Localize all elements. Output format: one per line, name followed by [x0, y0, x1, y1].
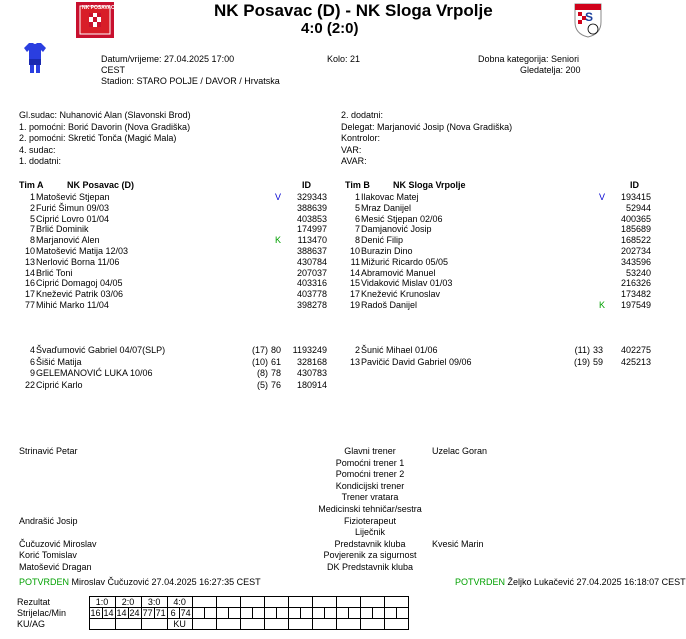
captain-marker: K [599, 300, 606, 310]
player-id: 388639 [296, 202, 327, 213]
player-number: 1 [354, 192, 360, 202]
home-staff-name: Strinavić Petar [19, 446, 78, 456]
player-id: 207037 [296, 267, 327, 278]
away-logo-text: S [585, 10, 594, 24]
home-confirm-status: POTVRDEN [19, 577, 70, 587]
official-left-line: 1. pomoćni: Borić Davorin (Nova Gradiška) [19, 121, 191, 132]
ku-cell [360, 619, 384, 630]
sub-replaced: (8) [257, 368, 268, 379]
player-number: 6 [354, 213, 360, 224]
shooter-minute-cell [288, 608, 300, 619]
player-number: 16 [24, 278, 35, 289]
home-staff-name: Andrašić Josip [19, 515, 78, 526]
player-name: Ilakovac Matej [361, 192, 419, 202]
sub-number: 4 [29, 345, 35, 355]
sub-id: 328168 [296, 356, 327, 367]
shooter-minute-cell: 16 [90, 608, 101, 618]
shooter-minute-cell [192, 608, 204, 619]
official-left-line: 2. pomoćni: Skretić Tonča (Magić Mala) [19, 133, 177, 143]
player-name: Brlić Dominik [36, 224, 89, 235]
staff-role: Predstavnik kluba [334, 538, 406, 549]
ku-cell [336, 619, 360, 630]
sub-name: Švaďumović Gabriel 04/07(SLP) [36, 345, 166, 355]
sub-number: 2 [354, 345, 360, 355]
sub-number: 13 [349, 356, 360, 367]
sub-minute: 78 [270, 368, 281, 379]
away-confirm-text: Željko Lukačević 27.04.2025 16:18:07 CEST [507, 577, 686, 587]
sub-name: Šišić Matija [36, 356, 82, 367]
player-id: 403316 [296, 278, 327, 289]
sub-name: Pavičić David Gabriel 09/06 [361, 356, 472, 367]
shooter-minute-cell [348, 608, 360, 619]
shooter-minute-cell [336, 608, 348, 619]
player-name: Ciprić Lovro 01/04 [36, 213, 110, 224]
official-right-line: Kontrolor: [341, 133, 381, 143]
player-id: 430784 [296, 256, 327, 267]
staff-role: Liječnik [354, 527, 385, 538]
player-number: 8 [354, 235, 360, 246]
staff-role: Kondicijski trener [335, 480, 405, 491]
sub-number: 6 [29, 356, 35, 367]
results-grid [17, 596, 409, 630]
shooter-minute-cell [216, 608, 228, 619]
result-score-cell [336, 597, 360, 608]
player-id: 53240 [625, 267, 651, 278]
shooter-minute-cell [396, 608, 408, 619]
player-id: 329343 [296, 192, 327, 202]
sub-id: 1193249 [292, 345, 327, 355]
player-number: 77 [24, 300, 35, 310]
match-timezone: CEST [101, 65, 126, 75]
official-right-line: VAR: [341, 144, 362, 155]
match-datetime: Datum/vrijeme: 27.04.2025 17:00 [101, 54, 235, 64]
match-score: 4:0 (2:0) [301, 20, 359, 37]
goalkeeper-marker: V [599, 192, 606, 202]
ku-cell [312, 619, 336, 630]
player-id: 113470 [297, 235, 327, 246]
away-staff-name: Uzelac Goran [432, 446, 488, 456]
player-name: Nerlović Borna 11/06 [36, 256, 120, 267]
official-left-line: 4. sudac: [19, 144, 56, 155]
result-score-cell [288, 597, 312, 608]
player-number: 7 [354, 224, 360, 235]
shooter-minute-cell [204, 608, 216, 619]
shooter-minute-cell [276, 608, 288, 619]
staff-role: Pomoćni trener 2 [335, 469, 405, 480]
player-id: 403778 [296, 289, 327, 300]
result-score-cell: 1:0 [89, 597, 115, 608]
player-number: 10 [24, 246, 35, 256]
player-id: 388637 [296, 246, 327, 256]
player-id: 52944 [625, 202, 651, 213]
player-id: 185689 [620, 224, 651, 235]
player-name: Brlić Toni [36, 267, 73, 278]
player-name: Mihić Marko 11/04 [36, 300, 109, 310]
shooter-minute-cell [252, 608, 264, 619]
player-name: Damjanović Josip [361, 224, 432, 235]
sub-number: 9 [29, 368, 35, 379]
player-number: 11 [350, 256, 360, 267]
sub-minute: 80 [270, 345, 281, 355]
player-name: Furić Šimun 09/03 [36, 202, 110, 213]
official-right-line: AVAR: [341, 156, 367, 166]
player-id: 400365 [620, 213, 651, 224]
shooter-minute-cell [240, 608, 252, 619]
home-confirmation [19, 577, 261, 587]
goalkeeper-marker: V [275, 192, 282, 202]
player-name: Matošević Matija 12/03 [36, 246, 129, 256]
away-confirm-status: POTVRDEN [455, 577, 506, 587]
player-id: 197549 [620, 300, 651, 310]
player-id: 343596 [620, 256, 651, 267]
match-title: NK Posavac (D) - NK Sloga Vrpolje [214, 1, 493, 20]
spectators: Gledatelja: 200 [520, 65, 581, 75]
player-name: Matošević Stjepan [36, 192, 110, 202]
ku-cell [89, 619, 115, 630]
player-id: 174997 [296, 224, 327, 235]
player-id: 173482 [620, 289, 651, 300]
player-number: 10 [349, 246, 360, 256]
player-id: 216326 [620, 278, 651, 289]
shooter-minute-cell [384, 608, 396, 619]
sub-id: 425213 [620, 356, 651, 367]
player-id: 398278 [296, 300, 327, 310]
team-a-id-header: ID [302, 180, 311, 190]
home-confirm-text: Miroslav Čučuzović 27.04.2025 16:27:35 CEST [71, 577, 261, 587]
staff-role: Trener vratara [341, 492, 399, 503]
player-name: Ciprić Domagoj 04/05 [36, 278, 123, 289]
sub-replaced: (11) [574, 345, 590, 355]
sub-id: 402275 [620, 345, 651, 355]
home-staff-name: Matošević Dragan [19, 562, 92, 572]
sub-id: 430783 [296, 368, 327, 379]
shooter-minute-cell: 6 [167, 608, 179, 619]
result-score-cell [192, 597, 216, 608]
staff-role: DK Predstavnik kluba [326, 562, 414, 572]
home-logo-text: NK POSAVAC [82, 5, 115, 11]
player-name: Marjanović Alen [36, 235, 100, 246]
player-name: Mesić Stjepan 02/06 [361, 213, 443, 224]
home-kit-icon [24, 42, 46, 74]
player-number: 13 [24, 256, 35, 267]
sub-minute: 59 [592, 356, 603, 367]
sub-minute: 61 [270, 356, 281, 367]
ku-label: KU/AG [17, 619, 46, 629]
shooter-minute-cell: 14 [103, 608, 114, 618]
sub-minute: 76 [270, 379, 281, 390]
sub-minute: 33 [592, 345, 603, 355]
team-b-name: NK Sloga Vrpolje [393, 180, 466, 190]
player-id: 193415 [620, 192, 651, 202]
player-number: 5 [29, 213, 35, 224]
sub-replaced: (5) [257, 379, 268, 390]
shooters-label: Strijelac/Min [17, 608, 67, 618]
shooter-minute-cell [228, 608, 240, 619]
shooter-minute-cell [312, 608, 324, 619]
shooter-minute-cell [360, 608, 372, 619]
match-round: Kolo: 21 [327, 54, 361, 64]
match-stadium: Stadion: STARO POLJE / DAVOR / Hrvatska [101, 76, 280, 86]
shooter-minute-cell: 71 [155, 608, 166, 618]
result-score-cell [216, 597, 240, 608]
player-number: 17 [24, 289, 35, 300]
results-label: Rezultat [17, 597, 51, 607]
player-name: Radoš Danijel [361, 300, 418, 310]
sub-name: Šunić Mihael 01/06 [361, 345, 438, 355]
ku-cell [115, 619, 141, 630]
player-number: 1 [29, 192, 35, 202]
result-score-cell: 4:0 [167, 597, 192, 608]
team-a-label: Tim A [19, 180, 44, 190]
player-id: 403853 [296, 213, 327, 224]
staff-role: Povjerenik za sigurnost [323, 550, 417, 561]
official-left-line: Gl.sudac: Nuhanović Alan (Slavonski Brod) [19, 110, 191, 120]
away-confirmation [455, 577, 686, 587]
home-staff-name: Korić Tomislav [19, 550, 77, 561]
result-score-cell: 2:0 [115, 597, 141, 608]
sub-replaced: (10) [251, 356, 268, 367]
player-number: 15 [349, 278, 360, 289]
sub-number: 22 [24, 379, 35, 390]
staff-role: Fizioterapeut [343, 515, 397, 526]
shooter-minute-cell: 14 [116, 608, 127, 618]
staff-role: Pomoćni trener 1 [335, 457, 405, 468]
player-id: 168522 [620, 235, 651, 246]
staff-role: Glavni trener [344, 446, 396, 456]
home-staff-name: Čučuzović Miroslav [19, 538, 97, 549]
shooter-minute-cell: 77 [142, 608, 153, 618]
player-number: 14 [349, 267, 360, 278]
ku-cell [288, 619, 312, 630]
player-id: 202734 [620, 246, 651, 256]
ku-cell [240, 619, 264, 630]
age-category: Dobna kategorija: Seniori [478, 54, 580, 64]
ku-cell [216, 619, 240, 630]
team-a-name: NK Posavac (D) [67, 180, 135, 190]
player-name: Burazin Dino [361, 246, 413, 256]
player-number: 2 [29, 202, 35, 213]
player-name: Knežević Krunoslav [361, 289, 441, 300]
official-right-line: 2. dodatni: [341, 110, 384, 120]
away-staff-name: Kvesić Marin [432, 538, 484, 549]
shooter-minute-cell [264, 608, 276, 619]
player-name: Mraz Danijel [361, 202, 412, 213]
player-name: Mižurić Ricardo 05/05 [361, 256, 449, 267]
sub-id: 180914 [296, 379, 327, 390]
ku-cell [141, 619, 167, 630]
result-score-cell [264, 597, 288, 608]
ku-cell [264, 619, 288, 630]
official-right-line: Delegat: Marjanović Josip (Nova Gradiška) [341, 121, 513, 132]
player-name: Knežević Patrik 03/06 [36, 289, 124, 300]
result-score-cell [360, 597, 384, 608]
team-b-label: Tim B [345, 180, 370, 190]
player-number: 14 [24, 267, 35, 278]
ku-cell: KU [167, 619, 192, 630]
result-score-cell [384, 597, 408, 608]
player-number: 7 [29, 224, 35, 235]
ku-cell [384, 619, 408, 630]
ku-cell [192, 619, 216, 630]
sub-name: Ciprić Karlo [36, 379, 83, 390]
shooter-minute-cell [324, 608, 336, 619]
result-score-cell [240, 597, 264, 608]
team-b-id-header: ID [630, 180, 639, 190]
shooter-minute-cell: 74 [180, 608, 191, 618]
staff-role: Medicinski tehničar/sestra [318, 504, 422, 514]
player-name: Vidaković Mislav 01/03 [361, 278, 453, 289]
player-number: 17 [349, 289, 360, 300]
player-name: Abramović Manuel [361, 267, 436, 278]
player-number: 19 [349, 300, 360, 310]
sub-replaced: (17) [251, 345, 268, 355]
shooter-minute-cell: 24 [129, 608, 140, 618]
result-score-cell: 3:0 [141, 597, 167, 608]
captain-marker: K [275, 235, 282, 246]
sub-replaced: (19) [573, 356, 590, 367]
shooter-minute-cell [300, 608, 312, 619]
player-number: 5 [354, 202, 360, 213]
sub-name: GELEMANOVIĆ LUKA 10/06 [36, 368, 153, 379]
result-score-cell [312, 597, 336, 608]
shooter-minute-cell [372, 608, 384, 619]
player-name: Denić Filip [361, 235, 404, 246]
official-left-line: 1. dodatni: [19, 156, 62, 166]
player-number: 8 [29, 235, 35, 246]
